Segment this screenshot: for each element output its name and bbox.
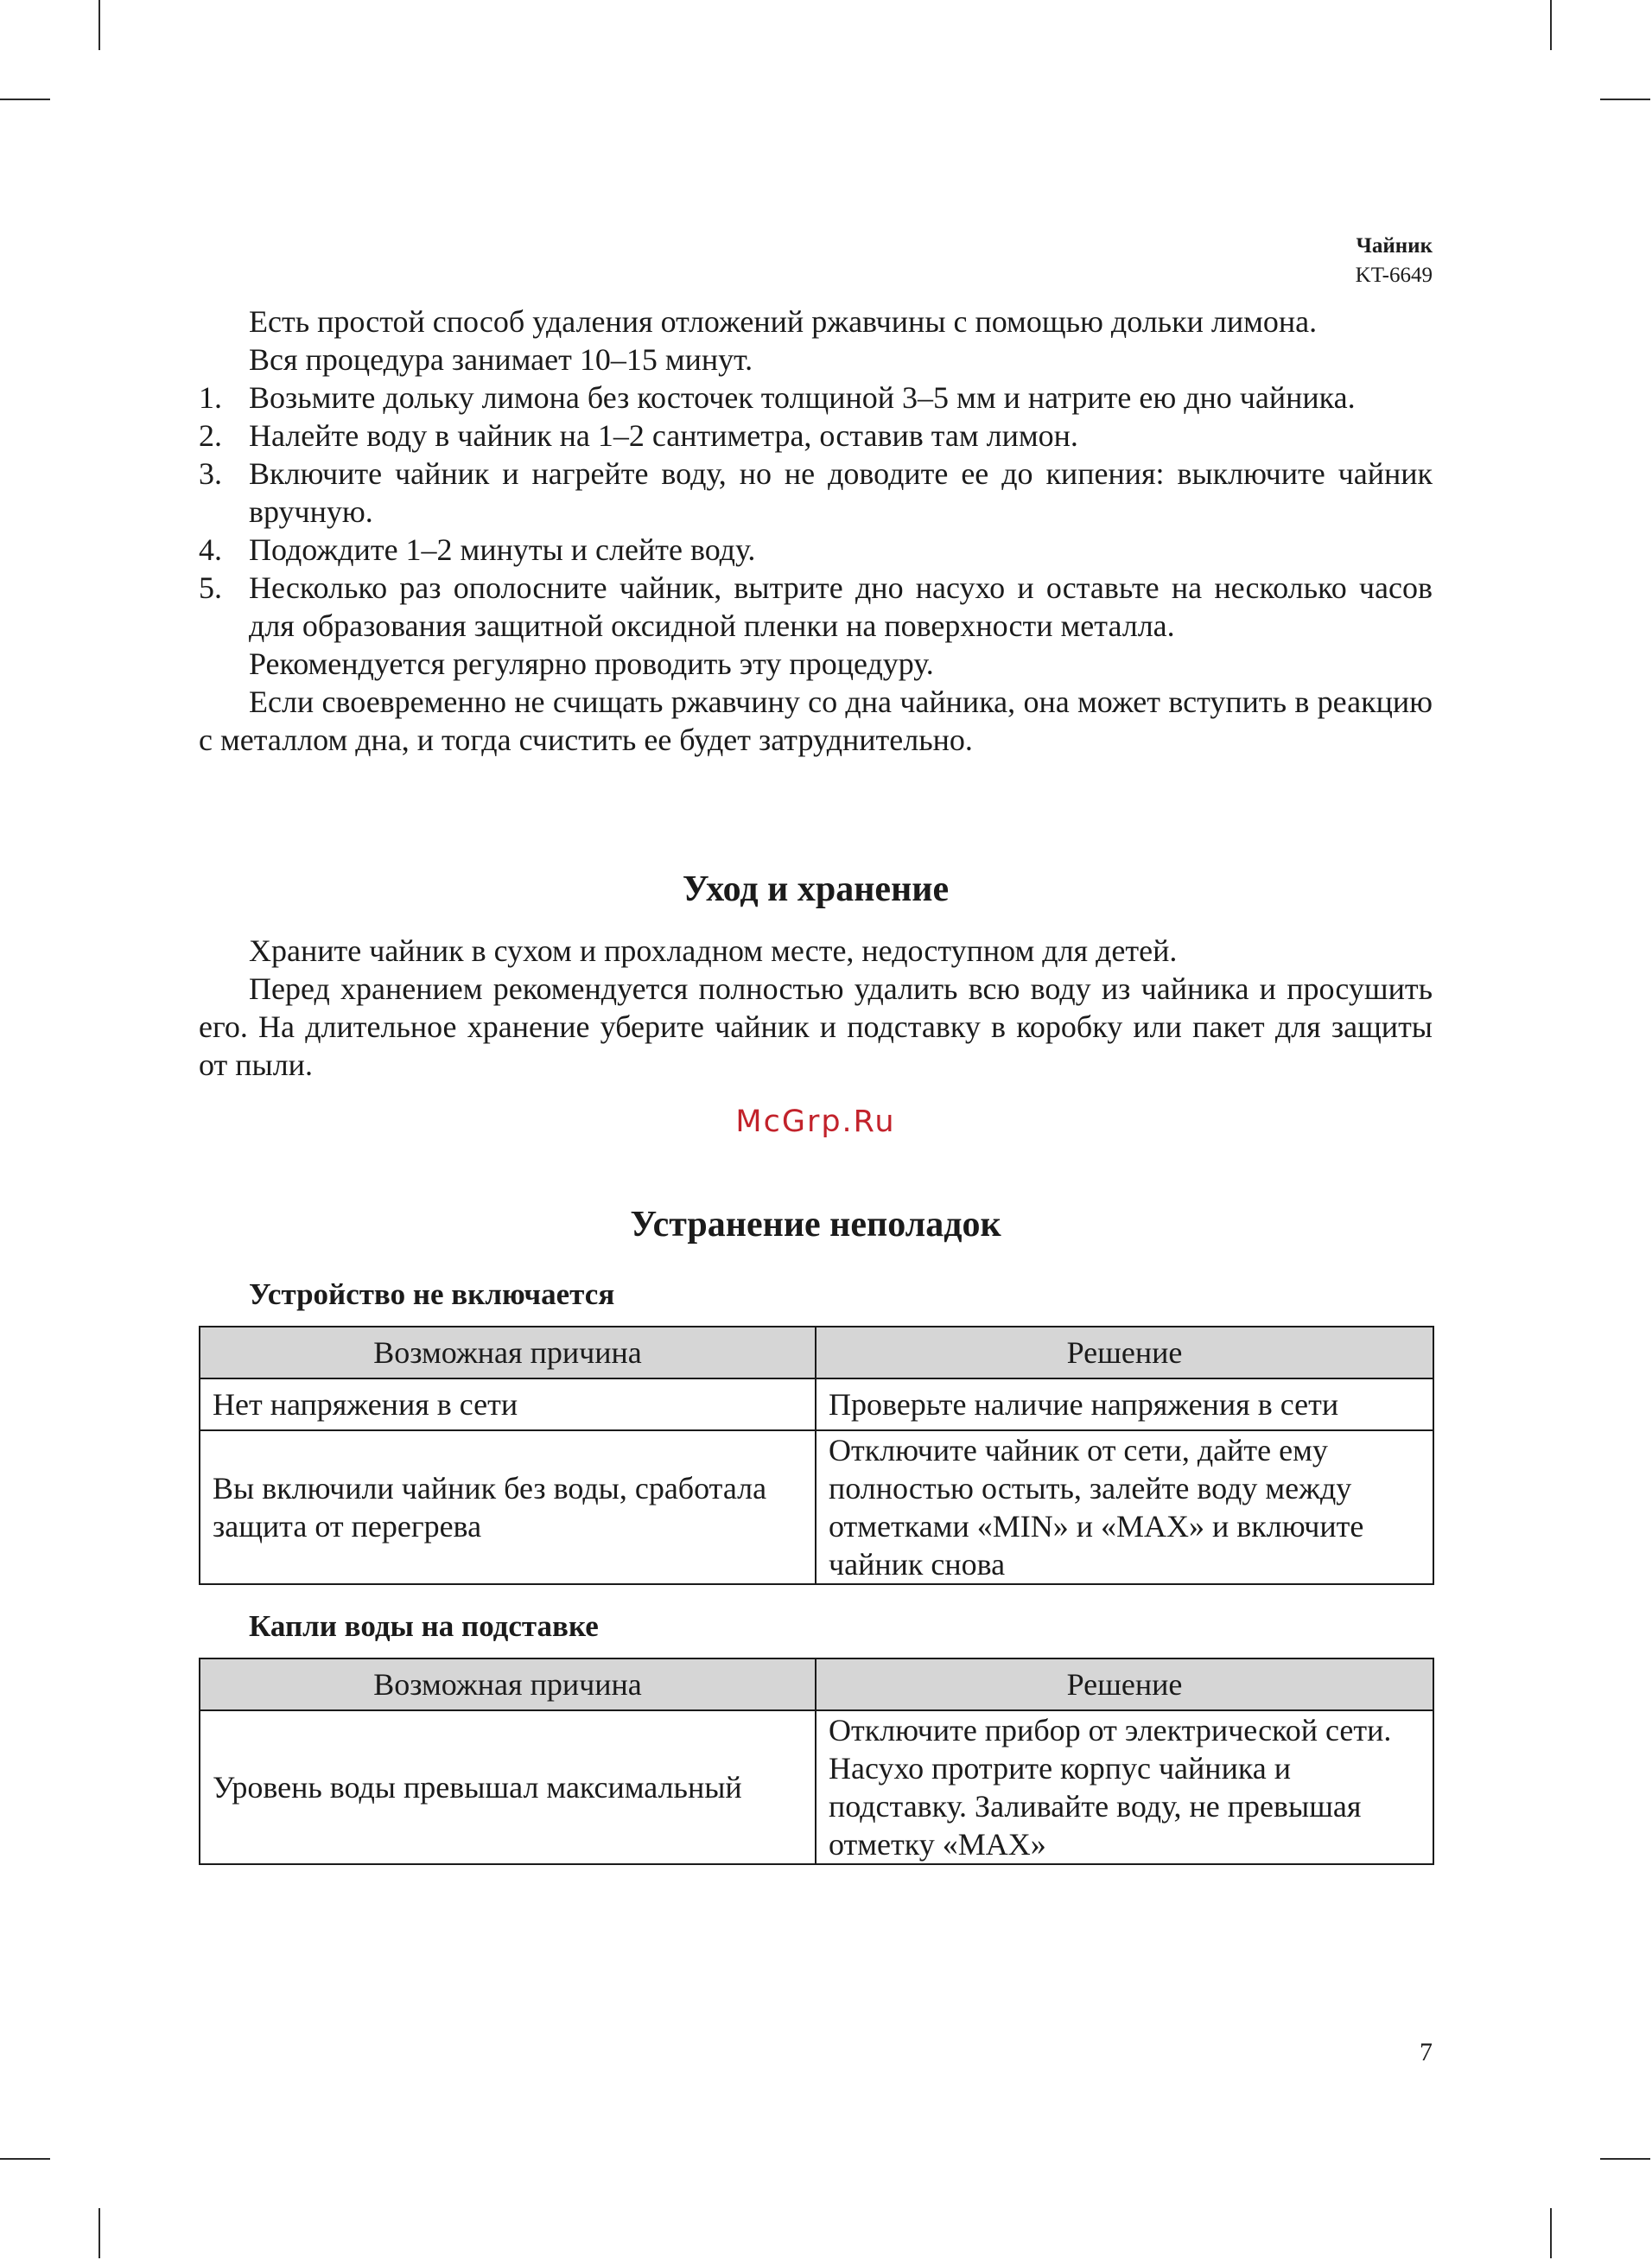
table-header-row [200,1327,1433,1378]
list-item-number: 3. [199,456,222,491]
table-row [200,1710,1433,1864]
subsection-heading: Устройство не включается [249,1277,615,1311]
crop-mark [98,0,100,50]
care-paragraph: Храните чайник в сухом и прохладном месте, недоступном для детей. [249,933,1178,968]
list-item [199,417,1433,455]
care-section [199,868,1433,1084]
list-item [199,455,1433,531]
descaling-duration: Вся процедура занимает 10–15 минут. [249,342,753,377]
watermark-link[interactable]: McGrp.Ru [735,1105,896,1139]
descaling-warning: Если своевременно не счищать ржавчину со дна чайника, она может вступить в реакцию с металлом дна, и тогда счистить ее будет затруднительно. [199,684,1433,757]
solution-cell: Проверьте наличие напряжения в сети [816,1378,1433,1430]
running-header [1356,232,1433,290]
table-header-row [200,1658,1433,1710]
header-title: Чайник [1356,234,1433,258]
list-item-text: Налейте воду в чайник на 1–2 сантиметра, оставив там лимон. [249,418,1078,453]
section-heading-care: Уход и хранение [682,869,950,909]
list-item-number: 5. [199,570,222,605]
crop-mark [0,2158,50,2160]
cause-cell: Уровень воды превышал максимальный [200,1710,816,1864]
crop-mark [1600,2158,1650,2160]
column-header-solution: Решение [816,1327,1433,1378]
subsection-heading: Капли воды на подставке [249,1609,599,1643]
crop-mark [1550,0,1552,50]
solution-cell: Отключите чайник от сети, дайте ему полностью остыть, залейте воду между отметками «MIN» и «MAX» и включите чайник снова [816,1430,1433,1584]
cause-cell: Вы включили чайник без воды, сработала защита от перегрева [200,1430,816,1584]
table-row [200,1430,1433,1584]
list-item-text: Несколько раз ополосните чайник, вытрите дно насухо и оставьте на несколько часов для образования защитной оксидной пленки на поверхности металла. [249,570,1433,643]
crop-mark [1550,2208,1552,2258]
cause-cell: Нет напряжения в сети [200,1378,816,1430]
list-item-text: Возьмите дольку лимона без косточек толщиной 3–5 мм и натрите ею дно чайника. [249,380,1356,415]
list-item-text: Включите чайник и нагрейте воду, но не доводите ее до кипения: выключите чайник вручную. [249,456,1433,529]
crop-mark [98,2208,100,2258]
list-item-number: 1. [199,380,222,415]
troubleshooting-section [199,1203,1433,1865]
page-number: 7 [1420,2038,1433,2066]
table-row [200,1378,1433,1430]
list-item-number: 4. [199,532,222,567]
list-item [199,379,1433,417]
descaling-intro: Есть простой способ удаления отложений ржавчины с помощью дольки лимона. [249,304,1318,339]
column-header-solution: Решение [816,1658,1433,1710]
troubleshooting-table [199,1658,1434,1865]
section-heading-troubleshooting: Устранение неполадок [630,1205,1001,1245]
descaling-recommendation: Рекомендуется регулярно проводить эту процедуру. [249,646,934,681]
descaling-section [199,302,1433,759]
column-header-cause: Возможная причина [200,1658,816,1710]
list-item [199,569,1433,645]
crop-mark [1600,99,1650,100]
column-header-cause: Возможная причина [200,1327,816,1378]
care-paragraph: Перед хранением рекомендуется полностью удалить всю воду из чайника и просушить его. На длительное хранение уберите чайник и подставку в коробку или пакет для защиты от пыли. [199,971,1433,1082]
crop-mark [0,99,50,100]
solution-cell: Отключите прибор от электрической сети. Насухо протрите корпус чайника и подставку. Заливайте воду, не превышая отметку «MAX» [816,1710,1433,1864]
header-model: KT-6649 [1355,264,1433,287]
list-item-number: 2. [199,418,222,453]
page-body [199,302,1433,1865]
list-item-text: Подождите 1–2 минуты и слейте воду. [249,532,756,567]
troubleshooting-table [199,1326,1434,1585]
list-item [199,531,1433,569]
